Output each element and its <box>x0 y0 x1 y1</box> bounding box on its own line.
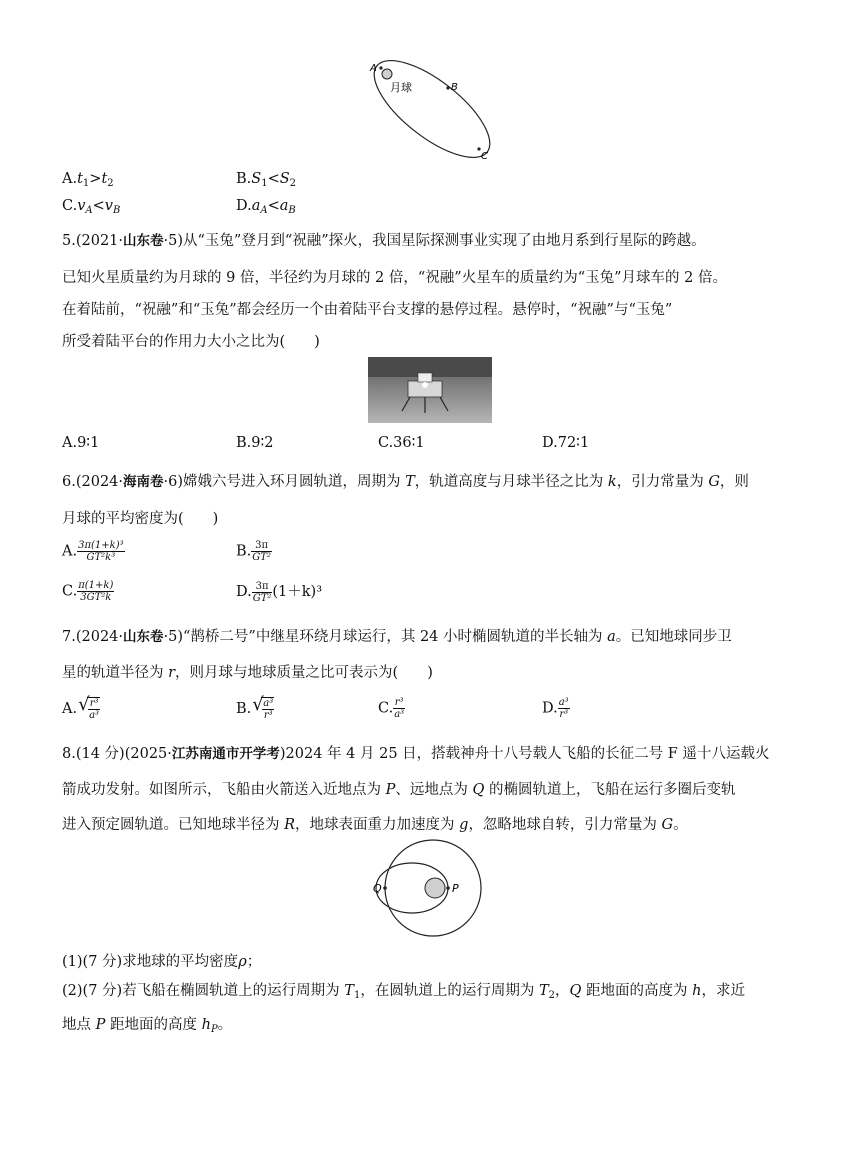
q6-option-a-fraction: $\frac{\text{3π(1+k)³}}{\text{GT²k³}}$ <box>78 540 124 563</box>
q4-option-b: $B.S_1<S_2$ <box>236 171 297 189</box>
q5-option-a: A.9∶1 <box>62 435 100 451</box>
q8-line-1: 8.(14 分)(2025·江苏南通市开学考)2024 年 4 月 25 日，搭载神舟十八号载人飞船的长征二号 F 遥十八运载火 <box>62 746 770 762</box>
q7-option-b: B. √ $\frac{\text{a³}}{\text{r³}}$ <box>236 697 274 721</box>
q8-sub-question-1: (1)(7 分)求地球的平均密度ρ； <box>62 954 262 970</box>
q7-option-d: D. $\frac{\text{a³}}{\text{r³}}$ <box>542 697 569 720</box>
q7-option-d-fraction: $\frac{\text{a³}}{\text{r³}}$ <box>558 697 569 720</box>
q6-option-b: B. $\frac{3\pi}{\text{GT²}}$ <box>236 540 271 563</box>
q8-sub-question-2: (2)(7 分)若飞船在椭圆轨道上的运行周期为 $T_1$，在圆轨道上的运行周期为 $T_2$，Q 距地面的高度为 h，求近 <box>62 983 745 1001</box>
q6-option-d: D. $\frac{3\pi}{\text{GT²}}$ (1＋k)³ <box>236 580 323 604</box>
q7-option-a: A. √ $\frac{\text{r³}}{\text{a³}}$ <box>62 697 100 721</box>
orbit-point-b-label: B <box>451 82 458 93</box>
q4-option-c: $C.v_A<v_B$ <box>62 198 121 216</box>
q5-line-1: 5.(2021·山东卷·5)从“玉兔”登月到“祝融”探火，我国星际探测事业实现了由地月系到行星际的跨越。 <box>62 233 706 249</box>
q5-line-2: 已知火星质量约为月球的 9 倍，半径约为月球的 2 倍，“祝融”火星车的质量约为“玉兔”月球车的 2 倍。 <box>62 270 727 286</box>
q5-source: 山东卷 <box>123 233 164 249</box>
moon-label: 月球 <box>390 81 412 94</box>
q8-line-2: 箭成功发射。如图所示，飞船由火箭送入近地点为 P、远地点为 Q 的椭圆轨道上，飞船在运行多圈后变轨 <box>62 782 736 798</box>
q5-option-b: B.9∶2 <box>236 435 274 451</box>
q5-line-4: 所受着陆平台的作用力大小之比为( ) <box>62 334 320 350</box>
orbit-point-a-label: A <box>370 63 377 74</box>
lander-photo <box>368 357 492 423</box>
q5-option-d: D.72∶1 <box>542 435 590 451</box>
q7-line-1: 7.(2024·山东卷·5)“鹊桥二号”中继星环绕月球运行，其 24 小时椭圆轨道的半长轴为 a。已知地球同步卫 <box>62 629 732 645</box>
q7-option-c: C. $\frac{\text{r³}}{\text{a³}}$ <box>378 697 405 720</box>
q8-source: 江苏南通市开学考 <box>171 746 280 762</box>
q8-sub-question-2-cont: 地点 P 距地面的高度 $h_P$。 <box>62 1017 233 1035</box>
q7-source: 山东卷 <box>123 629 164 645</box>
orbit-point-c-label: C <box>481 151 488 162</box>
q7-option-c-fraction: $\frac{\text{r³}}{\text{a³}}$ <box>394 697 405 720</box>
earth-orbit-figure <box>366 838 496 938</box>
q5-line-3: 在着陆前，“祝融”和“玉兔”都会经历一个由着陆平台支撑的悬停过程。悬停时，“祝融”与“玉兔” <box>62 302 673 318</box>
q6-option-c-fraction: $\frac{\pi(1+k)}{\text{3GT²k}}$ <box>78 580 114 603</box>
q7-option-a-sqrt: √ $\frac{\text{r³}}{\text{a³}}$ <box>87 697 100 721</box>
orbit-point-p-label: P <box>452 882 459 895</box>
q6-option-c: C. $\frac{\pi(1+k)}{\text{3GT²k}}$ <box>62 580 114 603</box>
q5-option-c: C.36∶1 <box>378 435 425 451</box>
q6-option-b-fraction: $\frac{3\pi}{\text{GT²}}$ <box>252 540 271 563</box>
q6-line-1: 6.(2024·海南卷·6)嫦娥六号进入环月圆轨道，周期为 T，轨道高度与月球半径之比为 k，引力常量为 G，则 <box>62 474 749 490</box>
q7-option-b-sqrt: √ $\frac{\text{a³}}{\text{r³}}$ <box>261 697 274 721</box>
q6-line-2: 月球的平均密度为( ) <box>62 511 219 527</box>
q8-line-3: 进入预定圆轨道。已知地球半径为 R，地球表面重力加速度为 g，忽略地球自转，引力常量为 G。 <box>62 817 688 833</box>
q6-option-d-fraction: $\frac{3\pi}{\text{GT²}}$ <box>252 580 272 604</box>
q7-line-2: 星的轨道半径为 r，则月球与地球质量之比可表示为( ) <box>62 665 433 681</box>
q6-option-a: A. $\frac{\text{3π(1+k)³}}{\text{GT²k³}}$ <box>62 540 124 563</box>
q4-option-a: $A.t_1>t_2$ <box>62 171 114 189</box>
q6-source: 海南卷 <box>123 474 164 490</box>
orbit-point-q-label: Q <box>373 882 382 895</box>
q4-option-d: $D.a_A<a_B$ <box>236 198 296 216</box>
moon-orbit-figure <box>360 55 510 163</box>
